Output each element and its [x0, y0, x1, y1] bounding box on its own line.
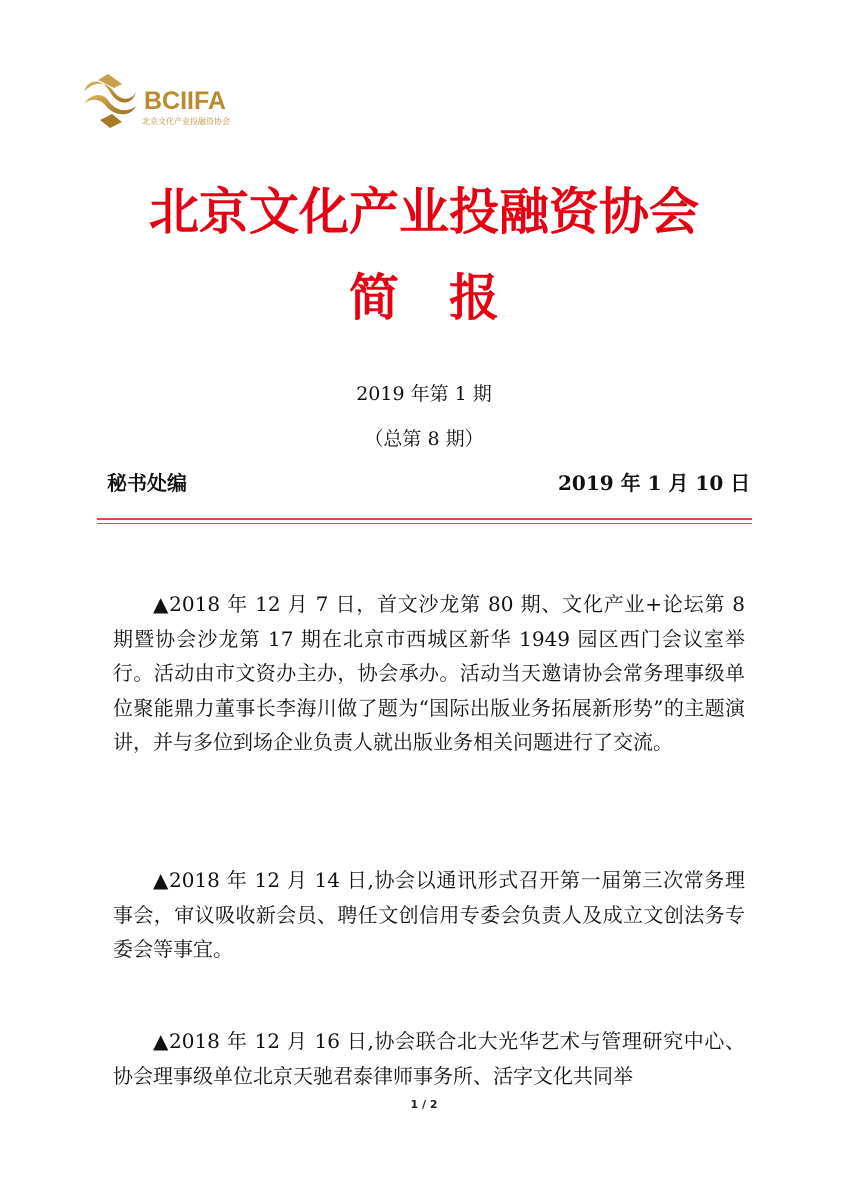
page-number: 1 / 2 [410, 1098, 438, 1111]
logo-wordmark: BCIIFA [144, 87, 226, 115]
editor-label: 秘书处编 [107, 471, 187, 495]
logo-subtitle: 北京文化产业投融资协会 [142, 117, 230, 126]
issue-number: 2019 年第 1 期 [356, 383, 492, 405]
news-paragraph: ▲2018 年 12 月 7 日，首文沙龙第 80 期、文化产业+论坛第 8 期暨协会沙龙第 17 期在北京市西城区新华 1949 园区西门会议室举行。活动由市文资办主办，协会承办。活动当天邀请协会常务理事级单位聚能鼎力董事长李海川做了题为“国际出版业务拓展新形势”的主题演讲，并与多位到场企业负责人就出版业务相关问题进行了交流。 [113, 592, 745, 754]
bciifa-logo-icon [78, 70, 142, 130]
masthead-title: 北京文化产业投融资协会 [149, 182, 699, 241]
publication-date: 2019 年 1 月 10 日 [558, 471, 751, 495]
news-paragraph: ▲2018 年 12 月 14 日,协会以通讯形式召开第一届第三次常务理事会，审议吸收新会员、聘任文创信用专委会负责人及成立文创法务专委会等事宜。 [113, 868, 745, 961]
news-paragraph: ▲2018 年 12 月 16 日,协会联合北大光华艺术与管理研究中心、协会理事级单位北京天驰君泰律师事务所、活字文化共同举 [113, 1029, 745, 1088]
header-divider-thick [97, 518, 752, 520]
issue-total-number: （总第 8 期） [364, 428, 484, 450]
masthead-subtitle: 简报 [349, 268, 549, 327]
header-divider-thin [97, 523, 752, 524]
association-logo [78, 68, 258, 134]
